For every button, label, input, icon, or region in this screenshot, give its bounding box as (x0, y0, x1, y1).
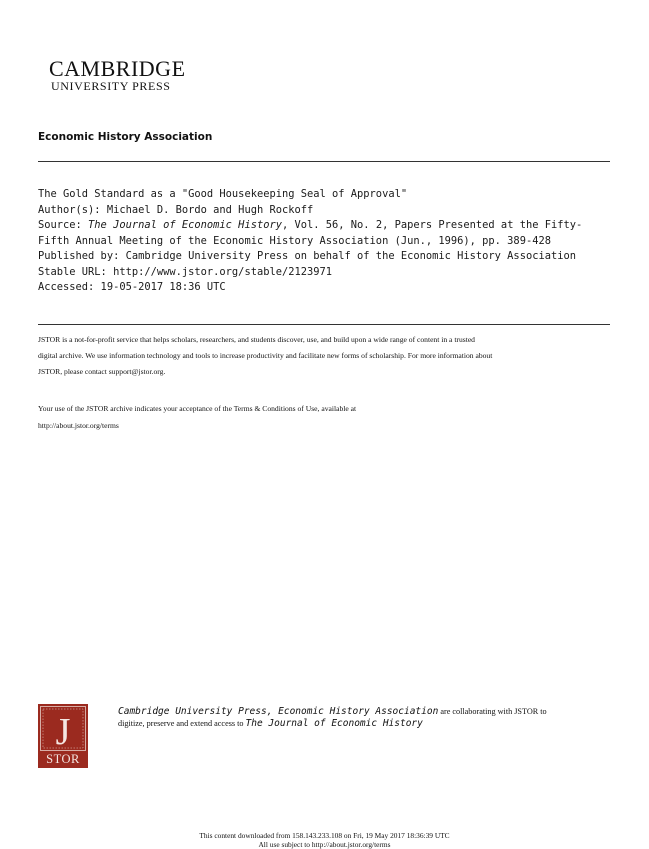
logo-subtitle: UNIVERSITY PRESS (51, 79, 171, 93)
terms-notice (38, 400, 618, 434)
article-source (38, 218, 618, 234)
terms-line: Your use of the JSTOR archive indicates your acceptance of the Terms & Conditions of Use, available at (38, 404, 357, 413)
cambridge-logo (49, 58, 209, 93)
terms-url[interactable]: http://about.jstor.org/terms (38, 421, 119, 430)
footer-line: This content downloaded from 158.143.233.108 on Fri, 19 May 2017 18:36:39 UTC (199, 831, 450, 840)
stable-url[interactable]: Stable URL: http://www.jstor.org/stable/2123971 (38, 265, 333, 278)
published-by: Published by: Cambridge University Press on behalf of the Economic History Association (38, 250, 576, 262)
jstor-logo-graphic (38, 704, 88, 768)
citation-block (38, 187, 618, 296)
jstor-notice (38, 332, 618, 380)
jstor-logo (38, 704, 88, 768)
publisher-heading: Economic History Association (38, 131, 213, 143)
article-authors: Author(s): Michael D. Bordo and Hugh Rockoff (38, 203, 314, 216)
collab-journal: The Journal of Economic History (245, 718, 423, 729)
divider-middle (38, 324, 610, 325)
download-footer (0, 831, 649, 849)
notice-line: JSTOR is a not-for-profit service that helps scholars, researchers, and students discover, use, and build upon a wide range of content in a trusted (38, 335, 475, 344)
accessed-date: Accessed: 19-05-2017 18:36 UTC (38, 281, 226, 293)
footer-line: All use subject to http://about.jstor.org/terms (258, 840, 391, 849)
source-details: , Vol. 56, No. 2, Papers Presented at the Fifty- (281, 219, 583, 231)
source-prefix: Source: (38, 219, 89, 231)
collaboration-text (118, 706, 598, 730)
collab-publishers: Cambridge University Press, Economic History Association (118, 706, 439, 717)
notice-line: digital archive. We use information technology and tools to increase productivity and facilitate new forms of scholarship. For more information about (38, 351, 493, 360)
journal-name: The Journal of Economic History (88, 219, 282, 231)
notice-line[interactable]: JSTOR, please contact support@jstor.org. (38, 367, 166, 376)
article-title: The Gold Standard as a "Good Housekeeping Seal of Approval" (38, 188, 408, 200)
collab-text: are collaborating with JSTOR to (438, 707, 547, 716)
collab-text: digitize, preserve and extend access to (118, 719, 246, 728)
article-source-continued: Fifth Annual Meeting of the Economic History Association (Jun., 1996), pp. 389-428 (38, 234, 551, 247)
divider-top (38, 161, 610, 162)
jstor-letter: J (55, 711, 71, 753)
logo-name: CAMBRIDGE (49, 56, 186, 81)
jstor-word: STOR (46, 752, 80, 766)
